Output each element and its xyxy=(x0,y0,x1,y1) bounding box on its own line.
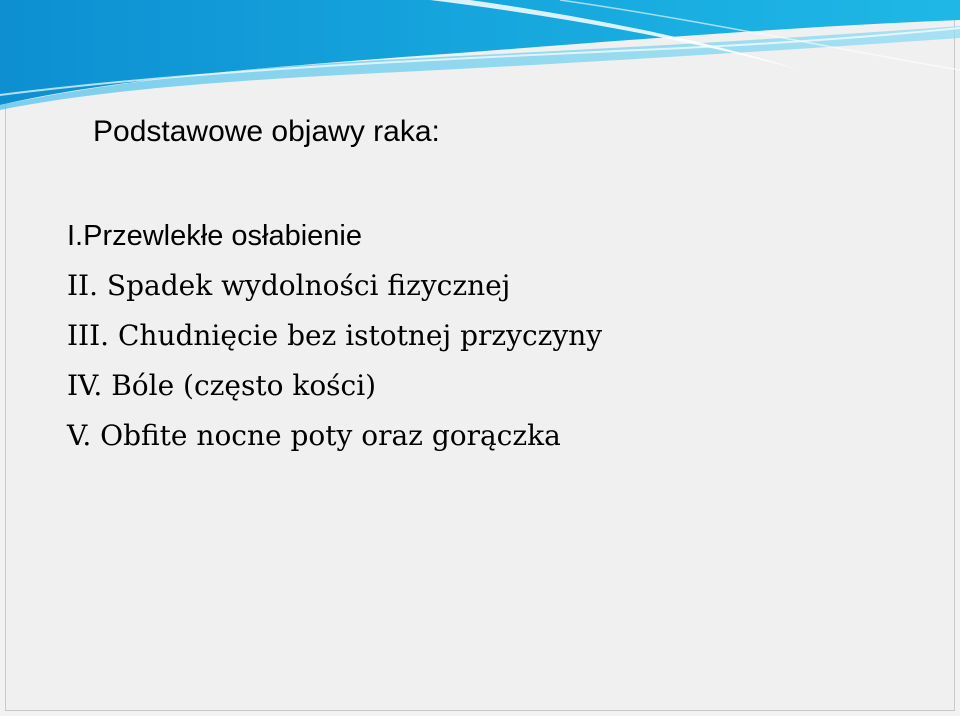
list-item: II. Spadek wydolności fizycznej xyxy=(67,269,511,302)
header-wave-decoration xyxy=(0,0,960,110)
list-item: I.Przewlekłe osłabienie xyxy=(67,220,362,252)
slide-title: Podstawowe objawy raka: xyxy=(93,115,440,148)
list-item: IV. Bóle (często kości) xyxy=(67,369,377,402)
list-item: V. Obfite nocne poty oraz gorączka xyxy=(67,419,561,452)
symptom-list xyxy=(67,211,602,461)
list-item: III. Chudnięcie bez istotnej przyczyny xyxy=(67,319,603,352)
